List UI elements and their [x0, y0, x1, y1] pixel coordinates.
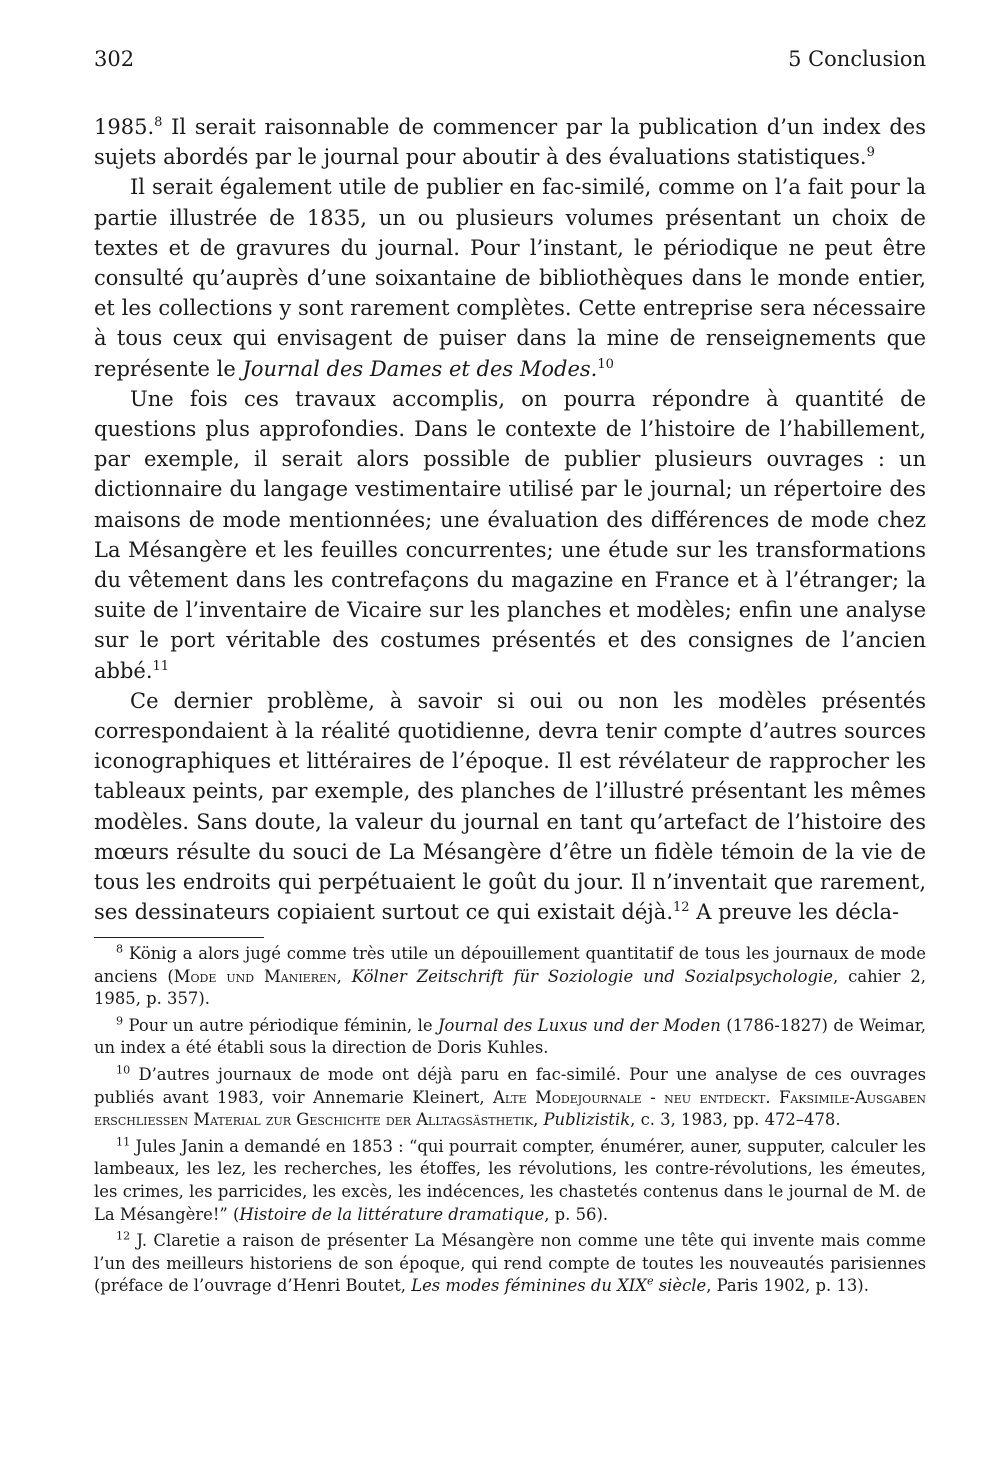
- footnote-smallcaps: Alte Modejournale - neu entdeckt. Faksimile-Ausgaben erschliessen Material zur Geschichte der Alltagsästhetik: [94, 1087, 926, 1130]
- footnote-text: Jules Janin a demandé en 1853 : “qui pourrait compter, énumérer, auner, supputer, calculer les lambeaux, les lez, les recherches, les étoffes, les révolutions, les contre-révolutions, les émeutes, les crimes, les parricides, les excès, les indécences, les chastetés contenus dans le journal de M. de La Mésangère!” (: [94, 1136, 926, 1224]
- footnote-text: D’autres journaux de mode ont déjà paru en fac-similé. Pour une analyse de ces ouvrages publiés avant 1983, voir Annemarie Kleinert,: [94, 1064, 926, 1107]
- footnote-number: 10: [116, 1063, 131, 1077]
- footnote-italic: Kölner Zeitschrift für Soziologie und Sozialpsychologie: [351, 966, 833, 986]
- footnote-text: ,: [336, 966, 352, 986]
- footnote-text: , cahier 2, 1985, p. 357).: [94, 966, 926, 1009]
- p4-end: A preuve les décla-: [689, 900, 900, 925]
- footnote-ref-10: 10: [597, 356, 614, 372]
- p1-text: Il serait raisonnable de commencer par la publication d’un index des sujets abordés par le journal pour aboutir à des évaluations statistiques.: [94, 115, 926, 170]
- footnote-12: [94, 1230, 926, 1298]
- footnote-text: (1786-1827) de Weimar, un index a été établi sous la direction de Doris Kuhles.: [94, 1015, 926, 1058]
- footnote-smallcaps: Mode und Manieren: [173, 966, 337, 986]
- footnotes: [94, 943, 926, 1302]
- body-text: [94, 112, 926, 927]
- footnote-italic: Publizistik: [543, 1110, 631, 1130]
- footnote-ref-8: 8: [154, 115, 163, 130]
- footnote-10: [94, 1064, 926, 1132]
- footnote-11: [94, 1136, 926, 1226]
- footnote-rule: [94, 937, 264, 938]
- footnote-number: 9: [116, 1014, 124, 1028]
- p3-text: Une fois ces travaux accomplis, on pourra répondre à quantité de questions plus approfondies. Dans le contexte de l’histoire de l’habillement, par exemple, il serait alors possible de publier plusieurs ouvrages : un dictionnaire du langage vestimentaire utilisé par le journal; un répertoire des maisons de mode mentionnées; une évaluation des différences de mode chez La Mésangère et les feuilles concurrentes; une étude sur les transformations du vêtement dans les contrefaçons du magazine en France et à l’étranger; la suite de l’inventaire de Vicaire sur les planches et modèles; enfin une analyse sur le port véritable des costumes présentés et des consignes de l’ancien abbé.: [94, 386, 926, 683]
- journal-title: Journal des Dames et des Modes.: [242, 356, 598, 381]
- footnote-number: 8: [116, 942, 124, 956]
- footnote-italic: Journal des Luxus und der Moden: [437, 1015, 721, 1035]
- paragraph-3: [94, 384, 926, 686]
- footnote-text: , p. 56).: [544, 1204, 609, 1224]
- p1-start: 1985.: [94, 115, 155, 139]
- footnote-italic: siècle: [653, 1276, 707, 1296]
- p4-text: Ce dernier problème, à savoir si oui ou non les modèles présentés correspondaient à la réalité quotidienne, devra tenir compte d’autres sources iconographiques et littéraires de l’époque. Il est révélateur de rapprocher les tableaux peints, par exemple, des planches de l’illustré présentant les mêmes modèles. Sans doute, la valeur du journal en tant qu’artefact de l’histoire des mœurs résulte du souci de La Mésangère d’être un fidèle témoin de la vie de tous les endroits qui perpétuaient le goût du jour. Il n’inventait que rarement, ses dessinateurs copiaient surtout ce qui existait déjà.: [94, 688, 926, 925]
- footnote-text: König a alors jugé comme très utile un dépouillement quantitatif de tous les journaux de mode anciens (: [94, 944, 927, 986]
- page-number: 302: [94, 47, 135, 71]
- footnote-ref-11: 11: [152, 658, 170, 674]
- running-head: [94, 44, 926, 74]
- footnote-text: J. Claretie a raison de présenter La Mésangère non comme une tête qui invente mais comme l’un des meilleurs historiens de son époque, qui rend compte de toutes les nouveautés parisiennes (préface de l’ouvrage d’Henri Boutet,: [94, 1231, 926, 1296]
- footnote-9: [94, 1015, 926, 1060]
- footnote-8: [94, 943, 926, 1011]
- footnote-text: , c. 3, 1983, pp. 472–478.: [630, 1110, 841, 1130]
- p2-text: Il serait également utile de publier en fac-similé, comme on l’a fait pour la partie illustrée de 1835, un ou plusieurs volumes présentant un choix de textes et de gravures du journal. Pour l’instant, le périodique ne peut être consulté qu’auprès d’une soixantaine de bibliothèques dans le monde entier, et les collections y sont rarement complètes. Cette entreprise sera nécessaire à tous ceux qui envisagent de puiser dans la mine de renseignements que représente le: [94, 175, 926, 381]
- footnote-superscript: e: [646, 1274, 654, 1288]
- footnote-text: ,: [533, 1110, 544, 1130]
- footnote-number: 12: [116, 1229, 131, 1243]
- paragraph-2: [94, 172, 926, 383]
- footnote-number: 11: [116, 1135, 131, 1149]
- section-title: 5 Conclusion: [788, 47, 926, 71]
- footnote-italic: Histoire de la littérature dramatique: [239, 1204, 545, 1224]
- paragraph-4: [94, 686, 926, 928]
- footnote-ref-12: 12: [673, 900, 690, 916]
- footnote-italic: Les modes féminines du XIX: [411, 1276, 647, 1296]
- footnote-text: Pour un autre périodique féminin, le: [128, 1015, 438, 1035]
- footnote-ref-9: 9: [866, 145, 875, 161]
- footnote-text: , Paris 1902, p. 13).: [706, 1276, 869, 1296]
- paragraph-1: [94, 112, 926, 172]
